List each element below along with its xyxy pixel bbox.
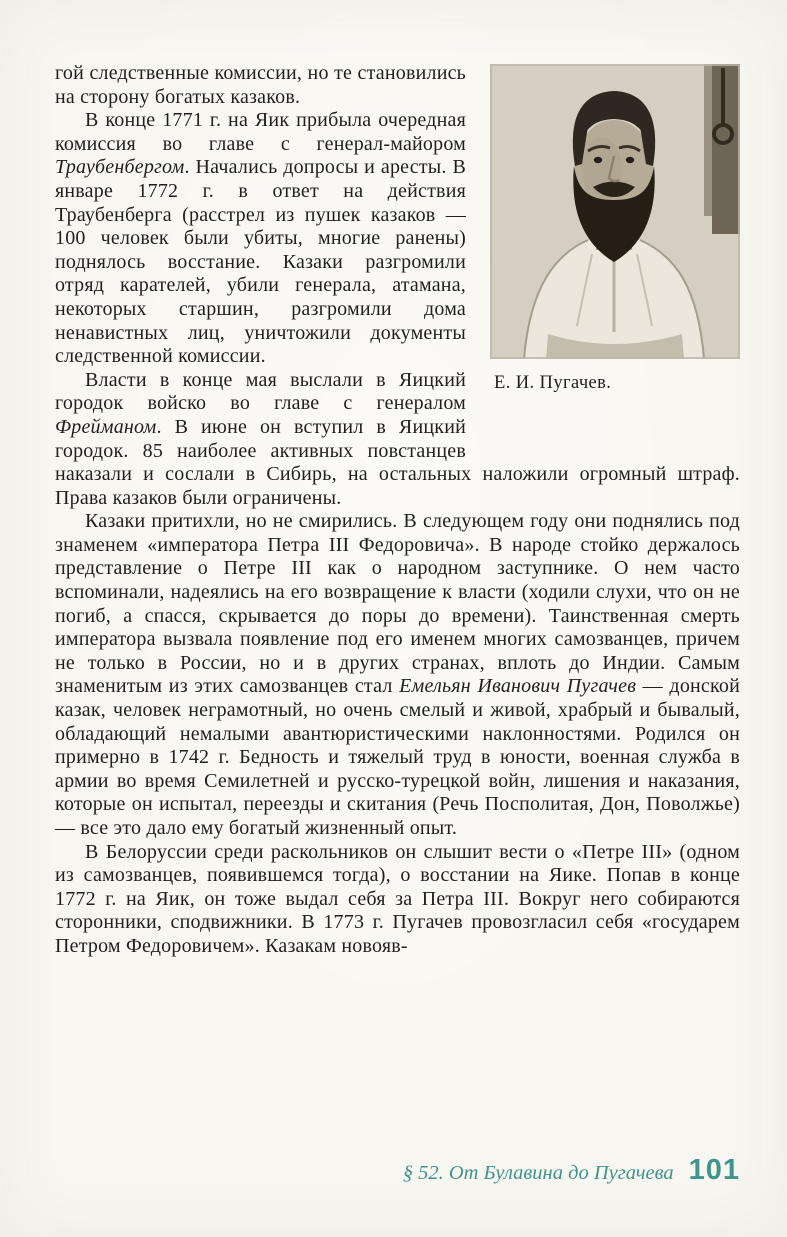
text-run: Власти в конце мая выслали в Яицкий городок войско во главе с генералом: [55, 368, 466, 415]
text-run: В конце 1771 г. на Яик прибыла очередная комиссия во главе с генерал-майором: [55, 109, 466, 155]
text-run: В Белоруссии среди раскольников он слышит вести о «Петре III» (одном из самозванцев, появившемся тогда), о восстании на Яике. Попав в конце 1772 г. на Яик, он тоже выдал себя за Петра III. Вокруг него собираются сторонники, сподвижники. В 1773 г. Пугачев провозгласил себя «государем Петром Федоровичем». Казакам новояв-: [55, 840, 740, 957]
portrait-figure: [490, 64, 740, 440]
paragraph: [55, 510, 740, 840]
emphasized-text: Фрейманом: [55, 415, 157, 438]
text-run: Казаки притихли, но не смирились. В следующем году они поднялись под знаменем «императора Петра III Федоровича». В народе стойко держалось представление о Петре III как о народном заступнике. О нем часто вспоминали, надеялись на его возвращение к власти (ходили слухи, что он не погиб, а спасся, скрывается до поры до времени). Таинственная смерть императора вызвала появление под его именем многих самозванцев, причем не только в России, но и в других странах, вплоть до Индии. Самым знаменитым из этих самозванцев стал: [55, 510, 740, 698]
page-text: [55, 62, 740, 959]
emphasized-text: Траубенбергом: [55, 156, 185, 179]
footer-section-title: § 52. От Булавина до Пугачева: [402, 1162, 674, 1184]
pugachev-portrait-image: [490, 64, 740, 359]
paragraph: [55, 841, 740, 959]
emphasized-text: Емельян Иванович Пугачев: [399, 675, 637, 698]
text-run: . В июне он вступил в Яицкий городок. 85 наиболее активных повстанцев наказали и сослали в Сибирь, на остальных наложили огромный штраф. Права казаков были ограничены.: [55, 415, 740, 509]
text-run: . Начались допросы и аресты. В январе 1772 г. в ответ на действия Траубенберга (расстрел из пушек казаков — 100 человек были убиты, многие ранены) поднялось восстание. Казаки разгромили отряд карателей, убили генерала, атамана, некоторых старшин, разгромили дома ненавистных лиц, уничтожили документы следственной комиссии.: [55, 156, 466, 368]
page-footer: [403, 1154, 740, 1187]
text-run: — донской казак, человек неграмотный, но очень смелый и живой, храбрый и бывалый, обладающий немалыми авантюристическими наклонностями. Родился он примерно в 1742 г. Бедность и тяжелый труд в юности, военная служба в армии во время Семилетней и русско-турецкой войн, лишения и наказания, которые он испытал, переезды и скитания (Речь Посполитая, Дон, Поволжье) — все это дало ему богатый жизненный опыт.: [55, 675, 740, 839]
text-run: гой следственные комиссии, но те становились на сторону богатых казаков.: [55, 62, 466, 108]
portrait-caption: Е. И. Пугачев.: [494, 373, 612, 393]
footer-page-number: 101: [688, 1154, 740, 1186]
